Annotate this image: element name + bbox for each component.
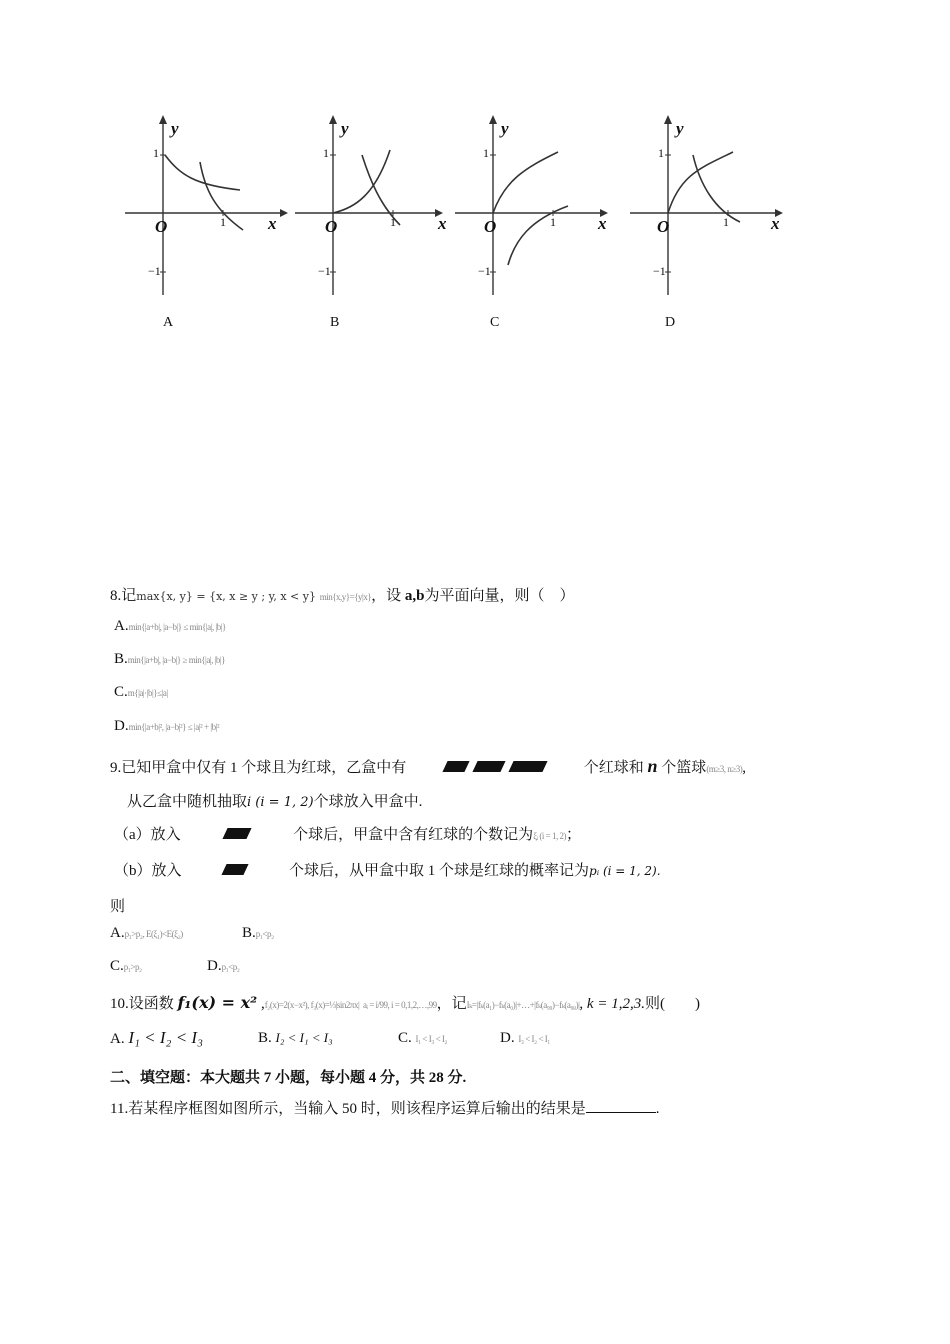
graph-b-tick-1: 1 [323, 146, 329, 160]
q8-option-a[interactable]: A.min{|a+b|, |a−b|} ≤ min{|a|, |b|} [114, 618, 226, 634]
graph-b-tick-neg1: −1 [318, 264, 331, 278]
q9-part-b: （b）放入 个球后，从甲盒中取 1 个球是红球的概率记为pᵢ (i = 1, 2). [114, 863, 661, 879]
graph-b [290, 110, 460, 310]
q9-var-m-glyph [410, 760, 580, 777]
graph-b-xtick-1: 1 [390, 215, 396, 229]
q8-option-b[interactable]: B.min{|a+b|, |a−b|} ≥ min{|a|, |b|} [114, 651, 226, 667]
graph-c-xtick-1: 1 [550, 215, 556, 229]
q9-option-a[interactable]: A.p₁>p₂, E(ξ₁)<E(ξ₂) [110, 925, 183, 941]
q10-option-d[interactable]: D. I₃ < I₂ < I₁ [500, 1030, 550, 1046]
graph-a-caption: A [163, 315, 174, 330]
q10-stem: 10.设函数 f₁(x) = x² ,f₂(x)=2(x−x²), f₃(x)=⅓|sin2πx| aᵢ = i/99, i = 0,1,2,…,99，记Iₖ=|fₖ(a₁)−fₖ(a₀)|+…+|fₖ(a₉₉)−fₖ(a₉₈)|, k = 1,2,3.则( ) [110, 993, 700, 1012]
graph-a-xtick-1: 1 [220, 215, 226, 229]
graph-c-x-label: x [598, 214, 607, 233]
q9-option-b[interactable]: B.p₁<p₂ [242, 925, 274, 941]
graph-c-y-label: y [501, 119, 509, 138]
q9-part-a-var-glyph [184, 827, 289, 844]
graph-b-origin: O [325, 217, 338, 236]
q9-p-var: pᵢ (i = 1, 2). [589, 864, 661, 878]
graph-a-tick-1: 1 [153, 146, 159, 160]
graph-a [120, 110, 290, 310]
q8-max-formula: max{x, y} = {x, x ≥ y ; y, x < y} [136, 590, 316, 603]
q10-f-defs: f₂(x)=2(x−x²), f₃(x)=⅓|sin2πx| [264, 1000, 360, 1010]
q10-k: k = 1,2,3. [586, 996, 645, 1012]
graph-b-x-label: x [438, 214, 447, 233]
q10-f1: f₁(x) = x² [177, 993, 258, 1012]
q11-answer-blank[interactable] [586, 1100, 656, 1113]
graph-c-caption: C [490, 315, 500, 330]
graph-d-caption: D [665, 315, 676, 330]
q10-option-c[interactable]: C. I₁ < I₃ < I₂ [398, 1030, 448, 1046]
q9-option-c[interactable]: C.p₁>p₂ [110, 958, 142, 974]
q10-a-def: aᵢ = i/99, i = 0,1,2,…,99 [363, 1000, 437, 1010]
graph-d [625, 110, 795, 310]
q9-stem-line2: 从乙盒中随机抽取i (i = 1, 2)个球放入甲盒中. [127, 794, 423, 810]
q11-stem: 11.若某程序框图如图所示，当输入 50 时，则该程序运算后输出的结果是 . [110, 1101, 660, 1117]
q8-stem: 8.记max{x, y} = {x, x ≥ y ; y, x < y} min{x,y}={y|x}，设 a,b为平面向量，则（ ） [110, 588, 575, 604]
q9-xi-var: ξᵢ (i = 1, 2) [533, 831, 566, 841]
q8-option-d[interactable]: D.min{|a+b|², |a−b|²} ≤ |a|² + |b|² [114, 718, 220, 734]
q9-part-a: （a）放入 个球后，甲盒中含有红球的个数记为ξᵢ (i = 1, 2)； [114, 827, 582, 843]
q9-stem-line1: 9.已知甲盒中仅有 1 个球且为红球，乙盒中有 个红球和 n 个篮球(m≥3, n≥3), [110, 756, 746, 776]
graph-a-tick-neg1: −1 [148, 264, 161, 278]
graph-d-y-label: y [676, 119, 684, 138]
q8-min-formula: min{x,y}={y|x} [319, 592, 372, 602]
graph-d-tick-1: 1 [658, 146, 664, 160]
section-2-title: 二、填空题：本大题共 7 小题，每小题 4 分，共 28 分. [110, 1070, 467, 1086]
q9-then: 则 [110, 899, 126, 915]
q10-option-a[interactable]: A. I₁ < I₂ < I₃ [110, 1028, 204, 1047]
graph-c-origin: O [484, 217, 497, 236]
q8-option-c[interactable]: C.m{|a|·|b|}≤|a| [114, 684, 168, 700]
graph-d-xtick-1: 1 [723, 215, 729, 229]
graph-b-y-label: y [341, 119, 349, 138]
graph-a-svg [120, 110, 290, 310]
q9-condition: (m≥3, n≥3) [706, 764, 743, 774]
q9-option-d[interactable]: D.p₁<p₂ [207, 958, 240, 974]
graph-a-origin: O [155, 217, 168, 236]
q9-part-b-var-glyph [185, 863, 285, 880]
q8-vectors: a,b [404, 588, 425, 604]
graph-d-tick-neg1: −1 [653, 264, 666, 278]
graph-c-tick-neg1: −1 [478, 264, 491, 278]
graph-c [450, 110, 620, 310]
q10-option-b[interactable]: B. I₂ < I₁ < I₃ [258, 1030, 333, 1046]
graph-d-origin: O [657, 217, 670, 236]
graph-c-tick-1: 1 [483, 146, 489, 160]
q10-i-def: Iₖ=|fₖ(a₁)−fₖ(a₀)|+…+|fₖ(a₉₉)−fₖ(a₉₈)| [466, 1000, 580, 1010]
graph-a-y-label: y [171, 119, 179, 138]
q9-var-i: i (i = 1, 2) [247, 795, 314, 810]
graph-a-x-label: x [268, 214, 277, 233]
graph-b-caption: B [330, 315, 340, 330]
graph-d-x-label: x [771, 214, 780, 233]
q9-var-n: n [647, 756, 658, 776]
